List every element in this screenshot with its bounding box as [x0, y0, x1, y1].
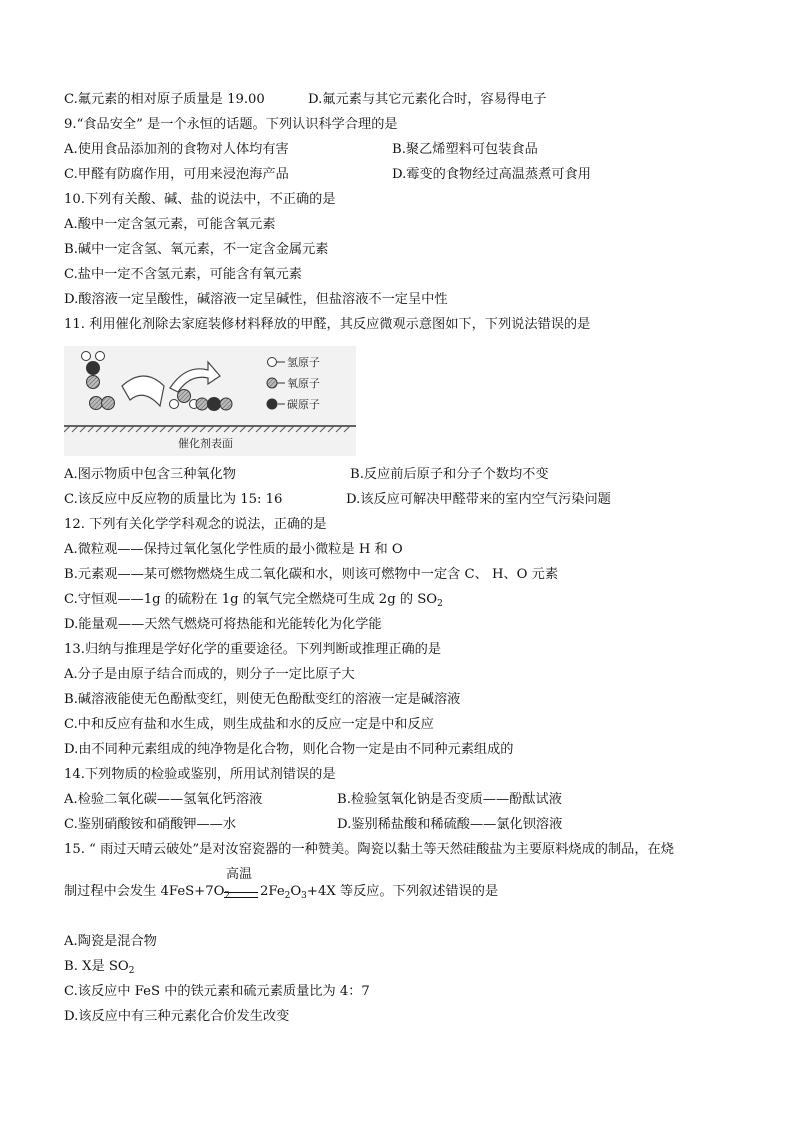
- q11-option-c: C.该反应中反应物的质量比为 15: 16: [64, 492, 283, 507]
- q14-stem: 14.下列物质的检验或鉴别，所用试剂错误的是: [64, 767, 336, 782]
- q12-option-b: B.元素观——某可燃物燃烧生成二氧化碳和水，则该可燃物中一定含 C、 H、O 元素: [64, 567, 559, 582]
- q8-option-c: C.氟元素的相对原子质量是 19.00: [64, 92, 265, 107]
- q9-option-b: B.聚乙烯塑料可包装食品: [392, 142, 538, 157]
- q15-option-c: C.该反应中 FeS 中的铁元素和硫元素质量比为 4：7: [64, 984, 370, 999]
- reaction-condition: 高温: [226, 867, 253, 882]
- q15-option-b-text: B. X是 SO: [64, 959, 129, 974]
- q15-stem-line2: [64, 884, 231, 901]
- q11-option-d: D.该反应可解决甲醛带来的室内空气污染问题: [346, 492, 611, 507]
- q14-option-d: D.鉴别稀盐酸和稀硫酸——氯化钡溶液: [337, 817, 563, 832]
- q10-option-c: C.盐中一定不含氢元素，可能含有氧元素: [64, 267, 302, 282]
- q15-product-o: O: [290, 884, 302, 899]
- q12-option-c-text: C.守恒观——1g 的硫粉在 1g 的氧气完全燃烧可生成 2g 的 SO: [64, 592, 438, 607]
- q9-option-a: A.使用食品添加剂的食物对人体均有害: [64, 142, 289, 157]
- q13-stem: 13.归纳与推理是学好化学的重要途径。下列判断或推理正确的是: [64, 642, 442, 657]
- reaction-diagram-svg: [64, 346, 356, 456]
- q9-option-d: D.霉变的食物经过高温蒸煮可食用: [392, 167, 591, 182]
- q10-option-a: A.酸中一定含氢元素，可能含氧元素: [64, 217, 276, 232]
- q13-option-b: B.碱溶液能使无色酚酞变红，则使无色酚酞变红的溶液一定是碱溶液: [64, 692, 461, 707]
- q12-option-a: A.微粒观——保持过氧化氢化学性质的最小微粒是 H 和 O: [64, 542, 403, 557]
- q9-option-c: C.甲醛有防腐作用，可用来浸泡海产品: [64, 167, 289, 182]
- q15-o2-sub: 2: [224, 891, 231, 901]
- q15-product-rest: +4X 等反应。下列叙述错误的是: [306, 884, 499, 899]
- q13-option-c: C.中和反应有盐和水生成，则生成盐和水的反应一定是中和反应: [64, 717, 434, 732]
- q15-option-b: [64, 959, 135, 976]
- q15-o3-sub: 3: [301, 891, 307, 901]
- q13-option-d: D.由不同种元素组成的纯净物是化合物，则化合物一定是由不同种元素组成的: [64, 742, 514, 757]
- q15-product-fe: 2Fe: [260, 884, 285, 899]
- q15-fe-sub: 2: [284, 891, 291, 901]
- legend-oxygen: 氧原子: [287, 377, 320, 390]
- q12-option-c-sub: 2: [437, 599, 443, 609]
- q12-stem: 12. 下列有关化学学科观念的说法，正确的是: [64, 517, 327, 532]
- catalyst-surface-label: 催化剂表面: [178, 437, 233, 450]
- q11-option-b: B.反应前后原子和分子个数均不变: [350, 467, 549, 482]
- legend-hydrogen: 氢原子: [287, 356, 320, 369]
- q11-option-a: A.图示物质中包含三种氧化物: [64, 467, 236, 482]
- q12-option-d: D.能量观——天然气燃烧可将热能和光能转化为化学能: [64, 617, 382, 632]
- q14-option-a: A.检验二氧化碳——氢氧化钙溶液: [64, 792, 263, 807]
- q11-stem: 11. 利用催化剂除去家庭装修材料释放的甲醛，其反应微观示意图如下，下列说法错误的是: [64, 317, 591, 332]
- q9-stem: 9.“食品安全” 是一个永恒的话题。下列认识科学合理的是: [64, 117, 398, 132]
- q15-option-d: D.该反应中有三种元素化合价发生改变: [64, 1009, 290, 1024]
- legend-carbon: 碳原子: [287, 398, 320, 411]
- q15-stem-line1: 15. “ 雨过天晴云破处”是对汝窑瓷器的一种赞美。陶瓷以黏土等天然硅酸盐为主要原料烧成的制品，在烧: [64, 842, 674, 857]
- q10-option-d: D.酸溶液一定呈酸性，碱溶液一定呈碱性，但盐溶液不一定呈中性: [64, 292, 448, 307]
- q14-option-c: C.鉴别硝酸铵和硝酸钾——水: [64, 817, 237, 832]
- q10-stem: 10.下列有关酸、碱、盐的说法中，不正确的是: [64, 192, 336, 207]
- q15-products: [260, 884, 499, 901]
- q12-option-c: [64, 592, 443, 609]
- q14-option-b: B.检验氢氧化钠是否变质——酚酞试液: [337, 792, 562, 807]
- q8-option-d: D.氟元素与其它元素化合时，容易得电子: [308, 92, 547, 107]
- reaction-diagram: [64, 346, 356, 456]
- carbon-dioxide-molecule: [196, 397, 232, 411]
- legend: [267, 355, 321, 411]
- q15-option-b-sub: 2: [128, 966, 135, 976]
- q15-option-a: A.陶瓷是混合物: [64, 934, 157, 949]
- q10-option-b: B.碱中一定含氢、氧元素，不一定含金属元素: [64, 242, 329, 257]
- q13-option-a: A.分子是由原子结合而成的，则分子一定比原子大: [64, 667, 355, 682]
- q15-reactants: 制过程中会发生 4FeS+7O: [64, 884, 225, 899]
